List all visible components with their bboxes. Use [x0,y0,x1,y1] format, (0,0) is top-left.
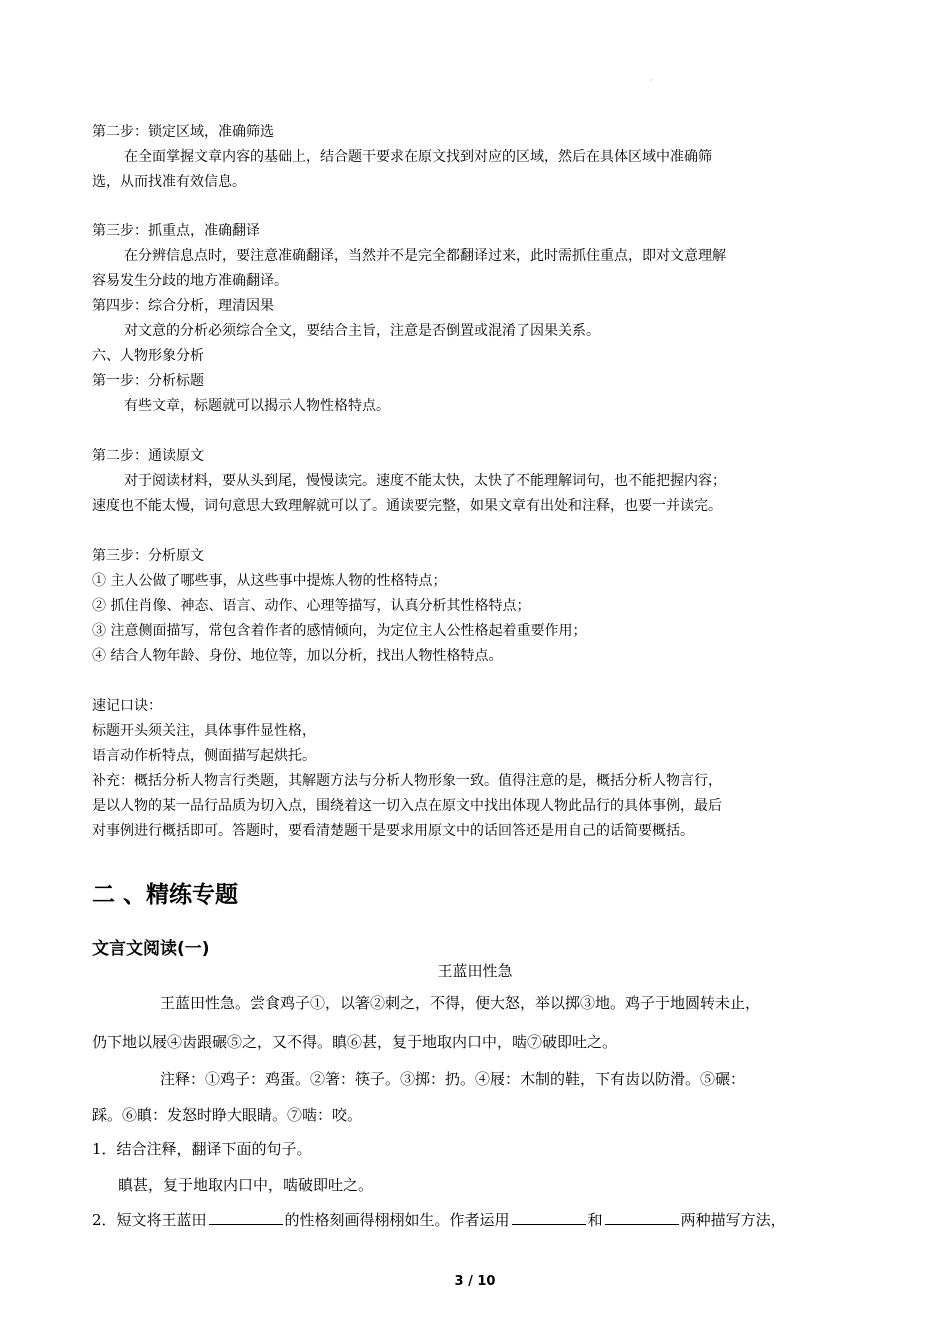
step-two-heading: 第二步：锁定区域，准确筛选 [92,124,274,140]
annotation-line: 踩。⑥瞋：发怒时睁大眼睛。⑦啮：咬。 [92,1106,363,1124]
step-three-heading: 第三步：抓重点，准确翻译 [92,223,260,239]
paragraph-line: 对于阅读材料，要从头到尾，慢慢读完。速度不能太快，太快了不能理解词句，也不能把握内容； [124,473,726,489]
section-six-heading: 六、人物形象分析 [92,348,204,364]
question-2-part: 2．短文将王蓝田 [92,1211,207,1229]
step-four-heading: 第四步：综合分析，理清因果 [92,298,274,314]
list-item: ③ 注意侧面描写，常包含着作者的感情倾向，为定位主人公性格起着重要作用； [92,623,587,639]
passage-line: 仍下地以屐④齿跟碾⑤之，又不得。瞋⑥甚，复于地取内口中，啮⑦破即吐之。 [92,1033,618,1051]
question-1: 1．结合注释，翻译下面的句子。 [92,1140,312,1158]
supplement-line: 补充：概括分析人物言行类题，其解题方法与分析人物形象一致。值得注意的是，概括分析人物言行， [92,773,722,789]
paragraph-line: 在全面掌握文章内容的基础上，结合题干要求在原文找到对应的区域，然后在具体区域中准确筛 [124,149,712,165]
answer-blank[interactable] [209,1208,283,1225]
list-item: ④ 结合人物年龄、身份、地位等，加以分析，找出人物性格特点。 [92,648,503,664]
supplement-line: 对事例进行概括即可。答题时，要看清楚题干是要求用原文中的话回答还是用自己的话简要概括。 [92,823,694,839]
paragraph-line: 选，从而找准有效信息。 [92,174,246,190]
classical-text-title: 王蓝田性急 [437,962,513,980]
question-2-part: 和 [587,1211,603,1229]
section-heading: 二 、精练专题 [92,882,239,908]
paragraph-line: 在分辨信息点时，要注意准确翻译，当然并不是完全都翻译过来，此时需抓住重点，即对文意理解 [124,248,726,264]
step-three-heading: 第三步：分析原文 [92,548,204,564]
passage-line: 王蓝田性急。尝食鸡子①，以箸②刺之，不得，便大怒，举以掷③地。鸡子于地圆转未止， [160,994,761,1012]
step-one-heading: 第一步：分析标题 [92,373,204,389]
answer-blank[interactable] [605,1208,679,1225]
step-two-heading: 第二步：通读原文 [92,448,204,464]
mnemonic-line: 标题开头须关注，具体事件显性格， [92,723,316,739]
paragraph-line: 对文意的分析必须综合全文，要结合主旨，注意是否倒置或混淆了因果关系。 [124,323,600,339]
paragraph-line: 容易发生分歧的地方准确翻译。 [92,273,288,289]
question-2-part: 的性格刻画得栩栩如生。作者运用 [284,1211,510,1229]
annotation-line: 注释：①鸡子：鸡蛋。②箸：筷子。③掷：扔。④屐：木制的鞋，下有齿以防滑。⑤碾： [160,1070,746,1088]
subsection-heading: 文言文阅读(一) [92,939,210,959]
question-2 [92,1208,786,1231]
paragraph-line: 有些文章，标题就可以揭示人物性格特点。 [124,398,390,414]
question-1-sentence: 瞋甚，复于地取内口中，啮破即吐之。 [118,1176,374,1194]
top-mark: · [650,76,653,85]
mnemonic-heading: 速记口诀： [92,698,162,714]
question-2-part: 两种描写方法， [680,1211,786,1229]
list-item: ① 主人公做了哪些事，从这些事中提炼人物的性格特点； [92,573,447,589]
mnemonic-line: 语言动作析特点，侧面描写起烘托。 [92,748,316,764]
list-item: ② 抓住肖像、神态、语言、动作、心理等描写，认真分析其性格特点； [92,598,531,614]
paragraph-line: 速度也不能太慢，词句意思大致理解就可以了。通读要完整，如果文章有出处和注释，也要一并读完。 [92,498,722,514]
answer-blank[interactable] [512,1208,586,1225]
supplement-line: 是以人物的某一品行品质为切入点，围绕着这一切入点在原文中找出体现人物此品行的具体事例，最后 [92,798,722,814]
page-number: 3 / 10 [454,1274,496,1289]
